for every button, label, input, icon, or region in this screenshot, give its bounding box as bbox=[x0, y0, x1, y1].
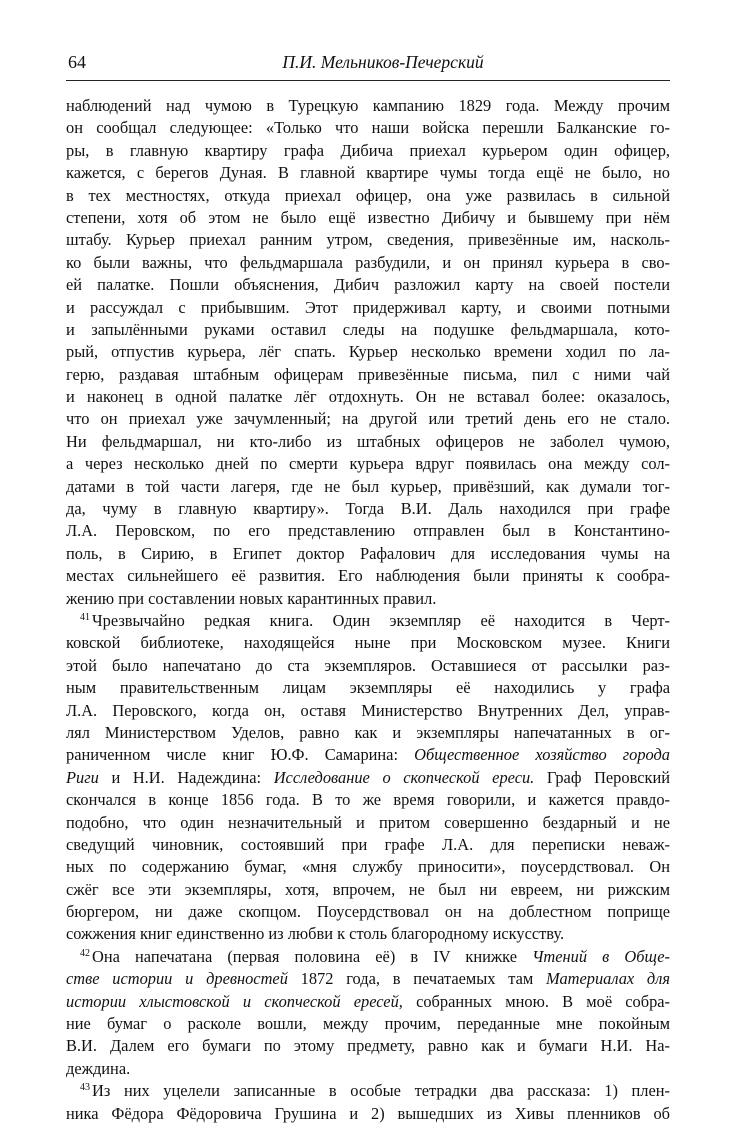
book-title: Исследование о скопческой ереси. bbox=[273, 767, 535, 787]
text-line: стве истории и древностей 1872 года, в печатаемых там Материалах для bbox=[66, 969, 670, 989]
text-line: истории хлыстовской и скопческой ересей, собранных мною. В моё собра- bbox=[66, 991, 670, 1011]
text-line: герю, раздавая штабным офицерам привезённые письма, пил с ними чай bbox=[66, 364, 670, 384]
footnote-42 bbox=[66, 946, 670, 1080]
text-line: ковской библиотеке, находящейся ныне при Московском музее. Книги bbox=[66, 633, 670, 653]
text-line: ние бумаг о расколе вошли, между прочим, переданные мне покойным bbox=[66, 1014, 670, 1034]
text-line: ей палатке. Пошли объяснения, Дибич разложил карту на своей постели bbox=[66, 275, 670, 295]
text-line: степени, хотя об этом не было ещё известно Дибичу и бывшему при нём bbox=[66, 207, 670, 227]
text-line: Риги и Н.И. Надеждина: Исследование о скопческой ереси. Граф Перовский bbox=[66, 767, 670, 787]
text-line: скончался в конце 1856 года. В то же время говорили, и кажется правдо- bbox=[66, 790, 670, 810]
text-line: местах сильнейшего её развития. Его наблюдения были приняты к сообра- bbox=[66, 566, 670, 586]
text-line: сведущий чиновник, состоявший при графе Л.А. для переписки неваж- bbox=[66, 834, 670, 854]
text-line: в тех местностях, откуда приехал офицер, она уже развилась в сильной bbox=[66, 185, 670, 205]
text-line: этой было напечатано до ста экземпляров. Оставшиеся от рассылки раз- bbox=[66, 655, 670, 675]
text-line: да, чуму в главную квартиру». Тогда В.И. Даль находился при графе bbox=[66, 499, 670, 519]
book-title: стве истории и древностей bbox=[66, 969, 288, 989]
text-line: датами в той части лагеря, где не был курьер, привёзший, как думали тог- bbox=[66, 476, 670, 496]
footnote-marker: 41 bbox=[80, 611, 90, 623]
book-title: Материалах для bbox=[546, 969, 670, 989]
text-line: что он приехал уже зачумленный; на другой или третий день его не стало. bbox=[66, 409, 670, 429]
text-line: штабу. Курьер приехал ранним утром, сведения, привезённые им, насколь- bbox=[66, 230, 670, 250]
text-line: ным правительственным лицам экземпляры её находились у графа bbox=[66, 678, 670, 698]
page-number: 64 bbox=[68, 52, 86, 72]
text-line: кажется, с берегов Дуная. В главной квартире чумы тогда ещё не было, но bbox=[66, 163, 670, 183]
text-line: Л.А. Перовского, когда он, оставя Министерство Внутренних Дел, управ- bbox=[66, 700, 670, 720]
text-line: раниченном числе книг Ю.Ф. Самарина: Общественное хозяйство города bbox=[66, 745, 670, 765]
text-line: деждина. bbox=[66, 1058, 131, 1078]
page-header bbox=[66, 52, 670, 80]
text-line: а через несколько дней по смерти курьера вдруг появилась она между сол- bbox=[66, 454, 670, 474]
text-line: и наконец в одной палатке лёг отдохнуть. Он не вставал более: оказалось, bbox=[66, 387, 670, 407]
text-line: ры, в главную квартиру графа Дибича приехал курьером один офицер, bbox=[66, 140, 670, 160]
book-page bbox=[66, 52, 670, 1125]
book-title: Риги bbox=[66, 767, 99, 787]
book-title: Чтений в Обще- bbox=[532, 946, 670, 966]
body-text bbox=[66, 95, 670, 1125]
text-line: ных по содержанию бумаг, «мня службу приносити», поусердствовал. Он bbox=[66, 857, 670, 877]
text-line: лял Министерством Уделов, равно как и экземпляры напечатанных в ог- bbox=[66, 722, 670, 742]
text-line: $^{41}$ Чрезвычайно редкая книга. Один экземпляр её находится в Черт- bbox=[80, 610, 670, 630]
text-line: сожжения книг единственно из любви к столь благородному искусству. bbox=[66, 924, 565, 944]
text-line: жению при составлении новых карантинных правил. bbox=[66, 588, 437, 608]
footnote-43 bbox=[66, 1080, 670, 1125]
running-title: П.И. Мельников-Печерский bbox=[282, 52, 484, 72]
footnote-41 bbox=[66, 610, 670, 946]
footnote-marker: 43 bbox=[80, 1082, 90, 1094]
text-line: ника Фёдора Фёдоровича Грушина и 2) вышедших из Хивы пленников об bbox=[66, 1103, 670, 1123]
text-line: и запылёнными руками оставил следы на подушке фельдмаршала, кото- bbox=[66, 319, 670, 339]
text-line: сжёг все эти экземпляры, хотя, впрочем, не был ни евреем, ни рижским bbox=[66, 879, 670, 899]
text-line: наблюдений над чумою в Турецкую кампанию 1829 года. Между прочим bbox=[66, 96, 670, 115]
text-line: Л.А. Перовском, по его представлению отправлен был в Константино- bbox=[66, 521, 670, 541]
book-title: истории хлыстовской и скопческой ересей, bbox=[66, 991, 403, 1011]
header-rule bbox=[66, 80, 670, 81]
text-line: В.И. Далем его бумаги по этому предмету, равно как и бумаги Н.И. На- bbox=[66, 1036, 670, 1056]
text-line: он сообщал следующее: «Только что наши войска перешли Балканские го- bbox=[66, 118, 670, 138]
book-title: Общественное хозяйство города bbox=[414, 745, 670, 765]
text-line: поль, в Сирию, в Египет доктор Рафалович для исследования чумы на bbox=[66, 543, 670, 563]
text-line: и рассуждал с прибывшим. Этот придерживал карту, и своими потными bbox=[66, 297, 670, 317]
text-line: $^{42}$ Она напечатана (первая половина её) в IV книжке Чтений в Обще- bbox=[80, 946, 670, 966]
text-line: ко были важны, что фельдмаршала разбудили, и он принял курьера в сво- bbox=[66, 252, 670, 272]
footnote-marker: 42 bbox=[80, 947, 90, 959]
text-line: подобно, что один незначительный и притом совершенно бездарный и не bbox=[66, 812, 670, 832]
paragraph-main bbox=[66, 95, 670, 610]
text-line: бюргером, ни даже скопцом. Поусердствовал он на доблестном поприще bbox=[66, 902, 670, 922]
text-line: рый, отпустив курьера, лёг спать. Курьер несколько времени ходил по ла- bbox=[66, 342, 670, 362]
text-line: Ни фельдмаршал, ни кто-либо из штабных офицеров не заболел чумою, bbox=[66, 431, 670, 451]
text-line: $^{43}$ Из них уцелели записанные в особые тетрадки два рассказа: 1) плен- bbox=[80, 1081, 670, 1101]
